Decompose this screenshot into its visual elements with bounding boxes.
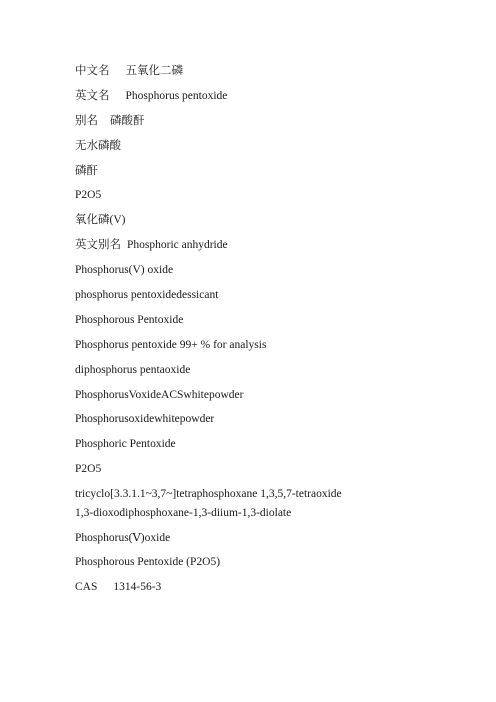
document-body — [75, 64, 365, 605]
alias-item: 氧化磷(V) — [75, 214, 126, 227]
english-alias-item: diphosphorus pentaoxide — [75, 363, 191, 376]
alias-item: P2O5 — [75, 189, 102, 202]
english-alias-item: tricyclo[3.3.1.1~3,7~]tetraphosphoxane 1,3,5,7-tetraoxide — [75, 488, 342, 501]
english-alias-item: Phosphorusoxidewhitepowder — [75, 413, 215, 426]
english-alias-item: Phosphorous Pentoxide — [75, 313, 184, 326]
chinese-name-row — [75, 64, 365, 79]
english-name-value: Phosphorus pentoxide — [125, 89, 228, 102]
english-name-row — [75, 89, 365, 104]
cas-label: CAS — [75, 581, 98, 594]
english-alias-item: Phosphorus(Ⅴ)oxide — [75, 531, 171, 544]
english-alias-item: PhosphorusVoxideACSwhitepowder — [75, 388, 244, 401]
english-alias-item: Phosphorous Pentoxide (P2O5) — [75, 556, 221, 569]
english-alias-item: 1,3-dioxodiphosphoxane-1,3-diium-1,3-diolate — [75, 506, 292, 519]
english-alias-label: 英文别名 — [75, 239, 121, 252]
english-name-label: 英文名 — [75, 89, 110, 102]
alias-item: 无水磷酸 — [75, 139, 121, 152]
english-alias-item: Phosphoric Pentoxide — [75, 438, 176, 451]
english-alias-item: Phosphorus pentoxide 99+ % for analysis — [75, 338, 267, 351]
alias-first: 磷酸酐 — [110, 114, 145, 127]
english-alias-item: P2O5 — [75, 463, 102, 476]
english-alias-item: phosphorus pentoxidedessicant — [75, 289, 219, 302]
english-alias-row — [75, 238, 365, 253]
alias-label: 别名 — [75, 114, 98, 127]
cas-value: 1314-56-3 — [113, 581, 162, 594]
cas-row — [75, 580, 365, 595]
alias-item: 磷酐 — [75, 164, 98, 177]
english-alias-first: Phosphoric anhydride — [127, 239, 228, 252]
chinese-name-value: 五氧化二磷 — [125, 65, 183, 77]
chinese-name-label: 中文名 — [75, 65, 110, 77]
english-alias-item: Phosphorus(V) oxide — [75, 264, 174, 277]
alias-row — [75, 114, 365, 129]
